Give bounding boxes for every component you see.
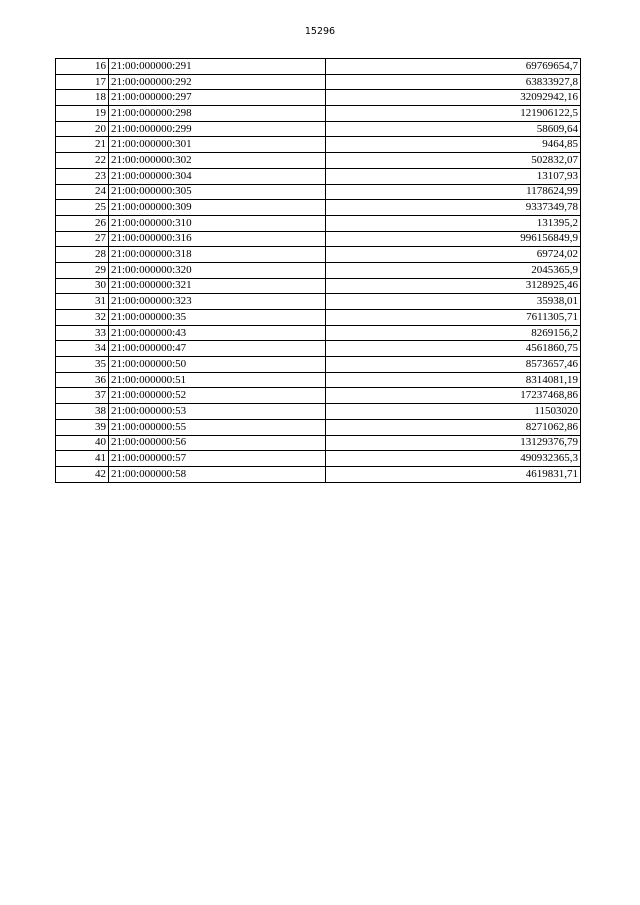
cadastral-number: 21:00:000000:304 — [109, 168, 326, 184]
cadastral-number: 21:00:000000:321 — [109, 278, 326, 294]
cadastral-number: 21:00:000000:47 — [109, 341, 326, 357]
table-row — [56, 215, 581, 231]
row-value: 58609,64 — [326, 121, 581, 137]
table-row — [56, 404, 581, 420]
cadastral-number: 21:00:000000:310 — [109, 215, 326, 231]
table-row — [56, 106, 581, 122]
table-row — [56, 357, 581, 373]
row-number: 16 — [56, 59, 109, 75]
row-number: 41 — [56, 451, 109, 467]
row-number: 37 — [56, 388, 109, 404]
table-row — [56, 184, 581, 200]
cadastral-number: 21:00:000000:292 — [109, 74, 326, 90]
table-body — [56, 59, 581, 483]
row-value: 9464,85 — [326, 137, 581, 153]
page-number: 15296 — [304, 26, 336, 37]
table-row — [56, 466, 581, 482]
table-row — [56, 310, 581, 326]
cadastral-number: 21:00:000000:318 — [109, 247, 326, 263]
table-row — [56, 200, 581, 216]
row-value: 1178624,99 — [326, 184, 581, 200]
row-number: 19 — [56, 106, 109, 122]
table-row — [56, 90, 581, 106]
cadastral-number: 21:00:000000:52 — [109, 388, 326, 404]
row-value: 131395,2 — [326, 215, 581, 231]
row-value: 13129376,79 — [326, 435, 581, 451]
row-value: 13107,93 — [326, 168, 581, 184]
row-number: 18 — [56, 90, 109, 106]
cadastral-number: 21:00:000000:309 — [109, 200, 326, 216]
cadastral-number: 21:00:000000:323 — [109, 294, 326, 310]
row-number: 33 — [56, 325, 109, 341]
row-value: 8269156,2 — [326, 325, 581, 341]
row-number: 30 — [56, 278, 109, 294]
row-number: 27 — [56, 231, 109, 247]
table-row — [56, 153, 581, 169]
table-row — [56, 231, 581, 247]
row-number: 38 — [56, 404, 109, 420]
cadastral-number: 21:00:000000:43 — [109, 325, 326, 341]
table-row — [56, 372, 581, 388]
cadastral-number: 21:00:000000:55 — [109, 419, 326, 435]
row-value: 8314081,19 — [326, 372, 581, 388]
row-value: 8573657,46 — [326, 357, 581, 373]
row-number: 40 — [56, 435, 109, 451]
row-value: 32092942,16 — [326, 90, 581, 106]
table-row — [56, 388, 581, 404]
table-row — [56, 168, 581, 184]
table-row — [56, 341, 581, 357]
cadastral-number: 21:00:000000:301 — [109, 137, 326, 153]
table-row — [56, 325, 581, 341]
row-value: 11503020 — [326, 404, 581, 420]
table-row — [56, 294, 581, 310]
cadastral-number: 21:00:000000:50 — [109, 357, 326, 373]
cadastral-number: 21:00:000000:320 — [109, 262, 326, 278]
table-row — [56, 278, 581, 294]
row-value: 490932365,3 — [326, 451, 581, 467]
row-value: 502832,07 — [326, 153, 581, 169]
table-row — [56, 451, 581, 467]
row-number: 17 — [56, 74, 109, 90]
cadastral-number: 21:00:000000:53 — [109, 404, 326, 420]
row-number: 28 — [56, 247, 109, 263]
cadastral-number: 21:00:000000:316 — [109, 231, 326, 247]
cadastral-number: 21:00:000000:298 — [109, 106, 326, 122]
table-row — [56, 419, 581, 435]
cadastral-number: 21:00:000000:56 — [109, 435, 326, 451]
table-row — [56, 121, 581, 137]
row-number: 23 — [56, 168, 109, 184]
row-number: 20 — [56, 121, 109, 137]
row-value: 996156849,9 — [326, 231, 581, 247]
table-row — [56, 435, 581, 451]
row-number: 21 — [56, 137, 109, 153]
cadastral-number: 21:00:000000:302 — [109, 153, 326, 169]
table-row — [56, 59, 581, 75]
cadastral-number: 21:00:000000:58 — [109, 466, 326, 482]
row-number: 39 — [56, 419, 109, 435]
row-number: 36 — [56, 372, 109, 388]
row-value: 9337349,78 — [326, 200, 581, 216]
cadastral-number: 21:00:000000:51 — [109, 372, 326, 388]
row-value: 7611305,71 — [326, 310, 581, 326]
row-value: 4561860,75 — [326, 341, 581, 357]
row-value: 8271062,86 — [326, 419, 581, 435]
row-value: 63833927,8 — [326, 74, 581, 90]
row-value: 2045365,9 — [326, 262, 581, 278]
row-number: 42 — [56, 466, 109, 482]
row-number: 29 — [56, 262, 109, 278]
cadastral-number: 21:00:000000:305 — [109, 184, 326, 200]
row-number: 35 — [56, 357, 109, 373]
table-row — [56, 247, 581, 263]
cadastral-number: 21:00:000000:297 — [109, 90, 326, 106]
row-value: 35938,01 — [326, 294, 581, 310]
table-row — [56, 262, 581, 278]
row-number: 26 — [56, 215, 109, 231]
cadastral-number: 21:00:000000:299 — [109, 121, 326, 137]
cadastral-number: 21:00:000000:57 — [109, 451, 326, 467]
table-row — [56, 74, 581, 90]
row-number: 25 — [56, 200, 109, 216]
row-number: 24 — [56, 184, 109, 200]
row-number: 32 — [56, 310, 109, 326]
row-value: 69769654,7 — [326, 59, 581, 75]
cadastral-table — [55, 58, 581, 483]
table-row — [56, 137, 581, 153]
row-value: 3128925,46 — [326, 278, 581, 294]
row-value: 121906122,5 — [326, 106, 581, 122]
row-number: 31 — [56, 294, 109, 310]
row-number: 22 — [56, 153, 109, 169]
row-value: 69724,02 — [326, 247, 581, 263]
cadastral-number: 21:00:000000:35 — [109, 310, 326, 326]
row-value: 4619831,71 — [326, 466, 581, 482]
row-value: 17237468,86 — [326, 388, 581, 404]
row-number: 34 — [56, 341, 109, 357]
cadastral-number: 21:00:000000:291 — [109, 59, 326, 75]
